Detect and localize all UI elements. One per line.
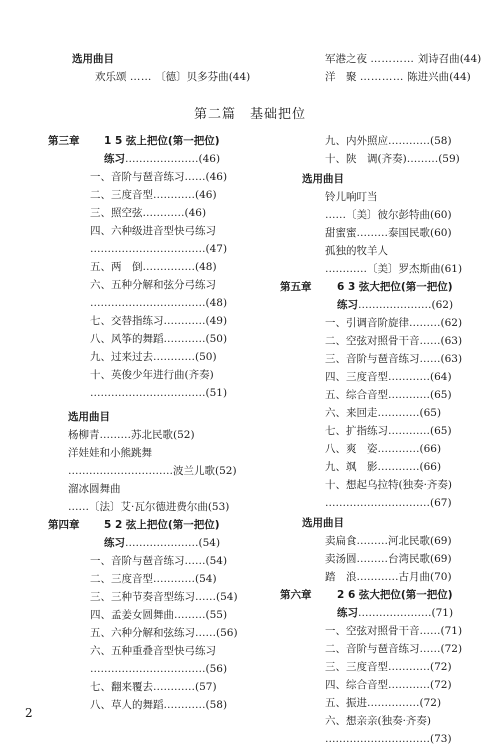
- toc-line-leader-page: ……(72): [419, 643, 463, 655]
- toc-line-text: …………………………(73): [325, 733, 452, 745]
- top-left-heading: 选用曲目: [72, 53, 114, 65]
- toc-line-text: 二、三度音型: [90, 573, 153, 585]
- toc-line-leader-page: …………(49): [163, 315, 228, 327]
- toc-line: [325, 460, 441, 474]
- toc-line-text: 练习: [337, 299, 358, 311]
- toc-line-text: 九、过来过去: [90, 351, 153, 363]
- toc-line-text: 五、六种分解和弦练习: [90, 627, 195, 639]
- toc-line-leader-page: …………………(62): [358, 299, 454, 311]
- toc-line: [325, 534, 452, 548]
- toc-line-text: ……………………………(47): [90, 243, 228, 255]
- toc-line: [90, 260, 217, 274]
- toc-heading: [48, 518, 80, 532]
- entry-page: (44): [228, 71, 251, 83]
- toc-line-text: 三、照空弦: [90, 207, 143, 219]
- toc-line-text: 第五章: [280, 281, 312, 293]
- entry-page: (44): [449, 71, 471, 83]
- toc-line-leader-page: ……………(72): [367, 697, 442, 709]
- toc-line-leader-page: ……(46): [184, 171, 228, 183]
- toc-line-text: 四、六种级进音型快弓练习: [90, 225, 216, 237]
- toc-line: [90, 350, 217, 364]
- toc-line-leader-page: …………古月曲(70): [356, 571, 452, 583]
- toc-line: [90, 368, 214, 382]
- toc-line: [325, 642, 462, 656]
- toc-line-leader-page: …………………(71): [358, 607, 454, 619]
- toc-line-text: 选用曲目: [68, 411, 110, 423]
- toc-line-leader-page: …………(66): [377, 443, 442, 455]
- toc-line: [325, 370, 452, 384]
- toc-line-leader-page: …………(65): [388, 425, 452, 437]
- toc-line: [325, 552, 452, 566]
- toc-line-text: ……………………………(51): [90, 387, 228, 399]
- toc-line-text: 六、想亲亲(独奏·齐奏): [325, 715, 432, 727]
- toc-line-text: 选用曲目: [302, 517, 344, 529]
- toc-line-leader-page: …………(72): [388, 661, 452, 673]
- toc-line-text: 2 6 弦大把位(第一把位): [337, 589, 453, 601]
- toc-line-text: 六、来回走: [325, 407, 378, 419]
- toc-line-text: 踏 浪: [325, 571, 357, 583]
- toc-line-leader-page: …………(46): [142, 207, 207, 219]
- toc-line-text: 六、五种分解和弦分弓练习: [90, 279, 216, 291]
- toc-line-text: 三、三种节奏音型练习: [90, 591, 195, 603]
- toc-line-text: 二、音阶与琶音练习: [325, 643, 420, 655]
- toc-line-leader-page: ………(55): [174, 609, 228, 621]
- toc-line: [90, 188, 217, 202]
- entry-title: 洋 聚: [325, 71, 357, 83]
- toc-line-leader-page: ……(56): [195, 627, 238, 639]
- toc-line: [325, 388, 452, 402]
- toc-line-text: 练习: [104, 153, 125, 165]
- toc-heading: [104, 152, 220, 166]
- toc-line: [325, 334, 462, 348]
- toc-line: [325, 316, 462, 330]
- toc-line: [325, 134, 452, 148]
- toc-line-leader-page: …………(57): [153, 681, 217, 693]
- toc-heading: [302, 516, 344, 530]
- toc-line-text: 铃儿响叮当: [325, 191, 378, 203]
- toc-line: [90, 554, 227, 568]
- toc-line-text: …………………………(67): [325, 497, 452, 509]
- toc-entry: [325, 52, 481, 66]
- toc-line-text: 十、想起乌拉特(独奏·齐奏): [325, 479, 453, 491]
- toc-line-text: …………〔美〕罗杰斯曲(61): [325, 263, 463, 275]
- toc-line-text: 三、三度音型: [325, 661, 388, 673]
- toc-line: [90, 296, 227, 310]
- toc-line-leader-page: ………台湾民歌(69): [356, 553, 452, 565]
- toc-line-text: 八、爽 姿: [325, 443, 378, 455]
- toc-line: [325, 208, 452, 222]
- toc-line-text: 七、扩指练习: [325, 425, 388, 437]
- toc-line: [325, 478, 452, 492]
- toc-line: [90, 170, 227, 184]
- toc-line: [325, 442, 441, 456]
- toc-heading: [302, 172, 344, 186]
- toc-line-text: 三、音阶与琶音练习: [325, 353, 420, 365]
- toc-line-leader-page: ……(63): [419, 353, 463, 365]
- toc-line: [90, 680, 217, 694]
- toc-line-leader-page: …………(50): [153, 351, 217, 363]
- toc-line-leader-page: …………(58): [388, 135, 452, 147]
- toc-line-text: …………………………波兰儿歌(52): [68, 465, 237, 477]
- toc-line: [325, 496, 452, 510]
- toc-line-leader-page: …………(50): [163, 333, 228, 345]
- toc-line: [90, 608, 227, 622]
- toc-line-text: ……………………………(48): [90, 297, 228, 309]
- toc-line: [68, 428, 195, 442]
- toc-line: [90, 662, 227, 676]
- entry-dots: …………: [359, 71, 404, 83]
- toc-line-text: 洋娃娃和小熊跳舞: [68, 447, 152, 459]
- toc-line: [68, 500, 229, 514]
- toc-line-text: 四、孟姜女圆舞曲: [90, 609, 174, 621]
- toc-line-leader-page: ……(54): [184, 555, 228, 567]
- toc-line: [90, 332, 227, 346]
- toc-line-text: 七、翻来覆去: [90, 681, 153, 693]
- toc-line-text: 卖扁食: [325, 535, 357, 547]
- toc-entry: [95, 70, 250, 84]
- toc-line: [90, 278, 216, 292]
- toc-line-leader-page: …………(58): [163, 699, 228, 711]
- toc-line-text: 练习: [104, 537, 125, 549]
- toc-line-text: 一、空弦对照骨干音: [325, 625, 420, 637]
- toc-heading: [280, 280, 312, 294]
- toc-line-text: 杨柳青: [68, 429, 100, 441]
- toc-line-text: 八、草人的舞蹈: [90, 699, 164, 711]
- toc-heading: [337, 298, 453, 312]
- entry-dots: …………: [370, 53, 415, 65]
- entry-author: 〔德〕贝多芬曲: [155, 71, 229, 83]
- toc-line-text: 五、振进: [325, 697, 367, 709]
- toc-line: [325, 678, 452, 692]
- toc-line-leader-page: …………(54): [153, 573, 217, 585]
- toc-line: [325, 406, 441, 420]
- toc-line-text: 七、交替指练习: [90, 315, 164, 327]
- toc-line-text: 一、引调音阶旋律: [325, 317, 409, 329]
- toc-line-leader-page: ………泰国民歌(60): [356, 227, 452, 239]
- toc-line-text: 八、风筝的舞蹈: [90, 333, 164, 345]
- toc-line-leader-page: …………(65): [388, 389, 452, 401]
- toc-entry: [325, 70, 471, 84]
- toc-line-text: 二、空弦对照骨干音: [325, 335, 420, 347]
- toc-line-text: ……………………………(56): [90, 663, 228, 675]
- toc-line: [68, 482, 121, 496]
- toc-line: [325, 152, 460, 166]
- toc-line-text: ……〔法〕艾·瓦尔德进费尔曲(53): [68, 501, 230, 513]
- toc-line-text: 1 5 弦上把位(第一把位): [104, 135, 220, 147]
- toc-line-leader-page: ………(62): [409, 317, 463, 329]
- toc-line-text: 孤独的牧羊人: [325, 245, 388, 257]
- toc-line: [90, 644, 216, 658]
- toc-line-leader-page: …………(66): [377, 461, 442, 473]
- toc-line: [325, 624, 462, 638]
- entry-author: 陈进兴曲: [407, 71, 450, 83]
- page-number: 2: [25, 706, 33, 720]
- entry-title: 欢乐颂: [95, 71, 127, 83]
- toc-line-text: 一、音阶与琶音练习: [90, 171, 185, 183]
- toc-line: [325, 660, 452, 674]
- toc-line-text: 5 2 弦上把位(第一把位): [104, 519, 220, 531]
- toc-line-leader-page: …………(46): [153, 189, 217, 201]
- toc-line-text: 二、三度音型: [90, 189, 153, 201]
- entry-author: 刘诗召曲: [417, 53, 460, 65]
- toc-line-leader-page: …………………(46): [125, 153, 221, 165]
- toc-line-leader-page: ……(54): [195, 591, 238, 603]
- toc-line: [325, 226, 452, 240]
- toc-line-leader-page: ……(71): [419, 625, 463, 637]
- toc-line: [325, 262, 462, 276]
- toc-line: [90, 242, 227, 256]
- toc-line-text: 6 3 弦大把位(第一把位): [337, 281, 453, 293]
- toc-line-text: 第四章: [48, 519, 80, 531]
- toc-line: [325, 190, 378, 204]
- toc-line: [90, 314, 227, 328]
- toc-line: [325, 714, 431, 728]
- toc-line: [90, 206, 206, 220]
- toc-line-leader-page: …………………(54): [125, 537, 221, 549]
- toc-line-text: 九、内外照应: [325, 135, 388, 147]
- toc-line-text: 选用曲目: [302, 173, 344, 185]
- toc-line-text: 卖汤圆: [325, 553, 357, 565]
- toc-line-text: 第三章: [48, 135, 80, 147]
- toc-line: [90, 224, 216, 238]
- toc-line-leader-page: …………(64): [388, 371, 452, 383]
- toc-heading: [280, 588, 312, 602]
- entry-title: 军港之夜: [325, 53, 367, 65]
- toc-line: [90, 626, 238, 640]
- toc-line: [68, 446, 152, 460]
- entry-page: (44): [459, 53, 482, 65]
- toc-line-text: 六、五种重叠音型快弓练习: [90, 645, 216, 657]
- toc-line: [90, 386, 227, 400]
- toc-line-text: 十、陕 调(齐奏): [325, 153, 407, 165]
- toc-line: [325, 352, 462, 366]
- toc-line-text: 五、综合音型: [325, 389, 388, 401]
- toc-heading: [337, 606, 453, 620]
- toc-line: [90, 590, 238, 604]
- toc-heading: [337, 588, 453, 602]
- toc-line-text: 甜蜜蜜: [325, 227, 357, 239]
- toc-line-leader-page: …………(65): [377, 407, 442, 419]
- toc-line-leader-page: …………(72): [388, 679, 452, 691]
- toc-line-text: 一、音阶与琶音练习: [90, 555, 185, 567]
- toc-line: [325, 244, 388, 258]
- toc-heading: [104, 536, 220, 550]
- toc-heading: [48, 134, 80, 148]
- toc-heading: [104, 134, 220, 148]
- toc-heading: [104, 518, 220, 532]
- toc-line-leader-page: ………河北民歌(69): [356, 535, 452, 547]
- part-title: 第二篇 基础把位: [193, 107, 306, 122]
- toc-line: [325, 424, 452, 438]
- toc-line: [325, 732, 452, 746]
- toc-heading: [68, 410, 110, 424]
- toc-line-text: 四、三度音型: [325, 371, 388, 383]
- toc-line: [325, 696, 441, 710]
- toc-line-text: 五、两 倒: [90, 261, 143, 273]
- toc-line-leader-page: ……(63): [419, 335, 463, 347]
- toc-line: [325, 570, 452, 584]
- toc-line-text: 第六章: [280, 589, 312, 601]
- toc-line-text: 九、飒 影: [325, 461, 378, 473]
- toc-line: [90, 572, 217, 586]
- toc-heading: [337, 280, 453, 294]
- toc-line-text: 溜冰圆舞曲: [68, 483, 121, 495]
- toc-line: [68, 464, 237, 478]
- toc-line-text: 十、英俊少年进行曲(齐奏): [90, 369, 214, 381]
- entry-dots: ……: [129, 71, 152, 83]
- toc-line: [90, 698, 227, 712]
- toc-line-text: 练习: [337, 607, 358, 619]
- toc-line-leader-page: ………(59): [406, 153, 460, 165]
- toc-line-leader-page: ……………(48): [142, 261, 217, 273]
- toc-line-leader-page: ………苏北民歌(52): [99, 429, 195, 441]
- toc-line-text: 四、综合音型: [325, 679, 388, 691]
- toc-line-text: ……〔美〕彼尔彭特曲(60): [325, 209, 452, 221]
